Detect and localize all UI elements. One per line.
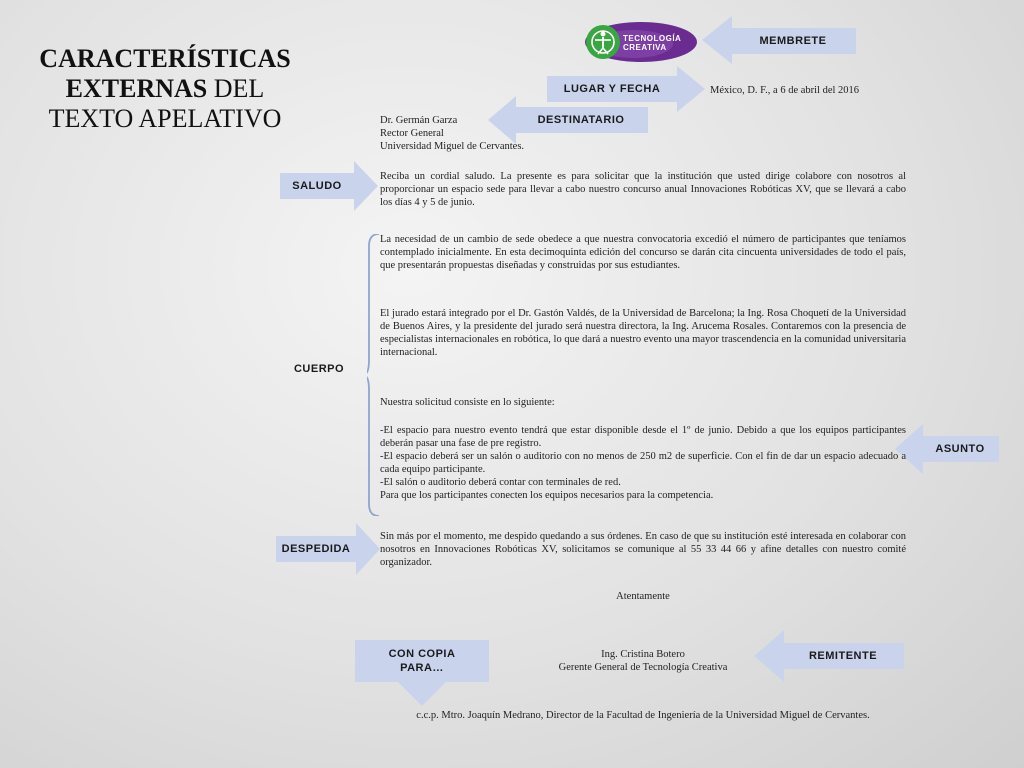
title-line-2-rest: DEL	[207, 74, 265, 103]
label-lugar-fecha: LUGAR Y FECHA	[547, 76, 677, 102]
saludo-arrow-icon	[354, 161, 378, 211]
ccp-line: c.c.p. Mtro. Joaquín Medrano, Director de la Facultad de Ingeniería de la Universidad Miguel de Cervantes.	[416, 710, 870, 721]
recipient-title: Rector General	[380, 128, 444, 139]
con-copia-arrow-icon	[398, 682, 446, 706]
label-membrete: MEMBRETE	[730, 28, 856, 54]
title-line-3: TEXTO APELATIVO	[48, 104, 282, 133]
title-line-2	[20, 74, 310, 104]
sender-title: Gerente General de Tecnología Creativa	[558, 662, 728, 673]
place-date: México, D. F., a 6 de abril del 2016	[710, 85, 860, 96]
label-destinatario: DESTINATARIO	[514, 107, 648, 133]
recipient-name: Dr. Germán Garza	[380, 115, 458, 126]
slide-title	[20, 44, 310, 134]
body-list	[380, 424, 906, 502]
greeting-paragraph: Reciba un cordial saludo. La presente es para solicitar que la institución que usted dirige colabore con nosotros al proporcionar un espacio sede para llevar a cabo nuestro concurso anual Innovaciones Robóticas XV, que se llevará a cabo los días 4 y 5 de junio.	[380, 171, 906, 208]
label-asunto: ASUNTO	[921, 436, 999, 462]
label-con-copia-line-2: PARA…	[400, 662, 444, 674]
sender-block	[500, 648, 786, 674]
logo-text-line-1: TECNOLOGÍA	[623, 34, 682, 43]
label-cuerpo: CUERPO	[293, 363, 345, 375]
label-con-copia	[355, 640, 489, 682]
list-item: -El espacio deberá ser un salón o auditorio con no menos de 250 m2 de superficie. Con el fin de dar un espacio adecuado a cada equipo participante.	[380, 451, 906, 475]
list-item: Para que los participantes conecten los equipos necesarios para la competencia.	[380, 490, 714, 501]
recipient-institution: Universidad Miguel de Cervantes.	[380, 141, 525, 152]
label-despedida: DESPEDIDA	[276, 536, 356, 562]
farewell-paragraph: Sin más por el momento, me despido quedando a sus órdenes. En caso de que su institución esté interesada en colaborar con nosotros en Innovaciones Robóticas XV, solicitamos se comunique al 55 33 44 66 y afine detalles con nuestro comité organizador.	[380, 531, 906, 568]
body-paragraph-1: La necesidad de un cambio de sede obedece a que nuestra convocatoria excedió el número de participantes que teníamos contemplado inicialmente. En esta decimoquinta edición del concurso se darán cita cincuenta universidades de todo el país, que presentarán propuestas diseñadas y construidas por sus estudiantes.	[380, 234, 906, 271]
body-paragraph-2: El jurado estará integrado por el Dr. Gastón Valdés, de la Universidad de Barcelona; la Ing. Rosa Choquetí de la Universidad de Buenos Aires, y la presidente del jurado será nuestra directora, la Ing. Arucema Rosales. Contaremos con la presencia de especialistas internacionales en robótica, lo que dará a nuestro evento una mayor trascendencia en la comunidad universitaria internacional.	[380, 308, 906, 358]
list-item: -El espacio para nuestro evento tendrá que estar disponible desde el 1º de junio. Debido a que los equipos participantes deberán pasar una fase de pre registro.	[380, 425, 906, 449]
list-item: -El salón o auditorio deberá contar con terminales de red.	[380, 477, 621, 488]
despedida-arrow-icon	[356, 523, 380, 575]
cuerpo-brace-icon	[367, 234, 381, 516]
recipient-block	[380, 114, 620, 153]
membrete-arrow-icon	[702, 16, 732, 64]
lugar-fecha-arrow-icon	[677, 66, 705, 112]
title-line-1: CARACTERÍSTICAS	[39, 44, 291, 73]
label-remitente: REMITENTE	[782, 643, 904, 669]
title-line-2-bold: EXTERNAS	[65, 74, 208, 103]
body-paragraph-3: Nuestra solicitud consiste en lo siguiente:	[380, 397, 555, 408]
logo-text-line-2: CREATIVA	[623, 43, 667, 52]
sender-name: Ing. Cristina Botero	[601, 649, 685, 660]
company-logo	[583, 20, 699, 64]
closing: Atentamente	[616, 591, 670, 602]
label-con-copia-line-1: CON COPIA	[388, 648, 456, 660]
logo-text	[623, 34, 681, 52]
label-saludo: SALUDO	[280, 173, 354, 199]
